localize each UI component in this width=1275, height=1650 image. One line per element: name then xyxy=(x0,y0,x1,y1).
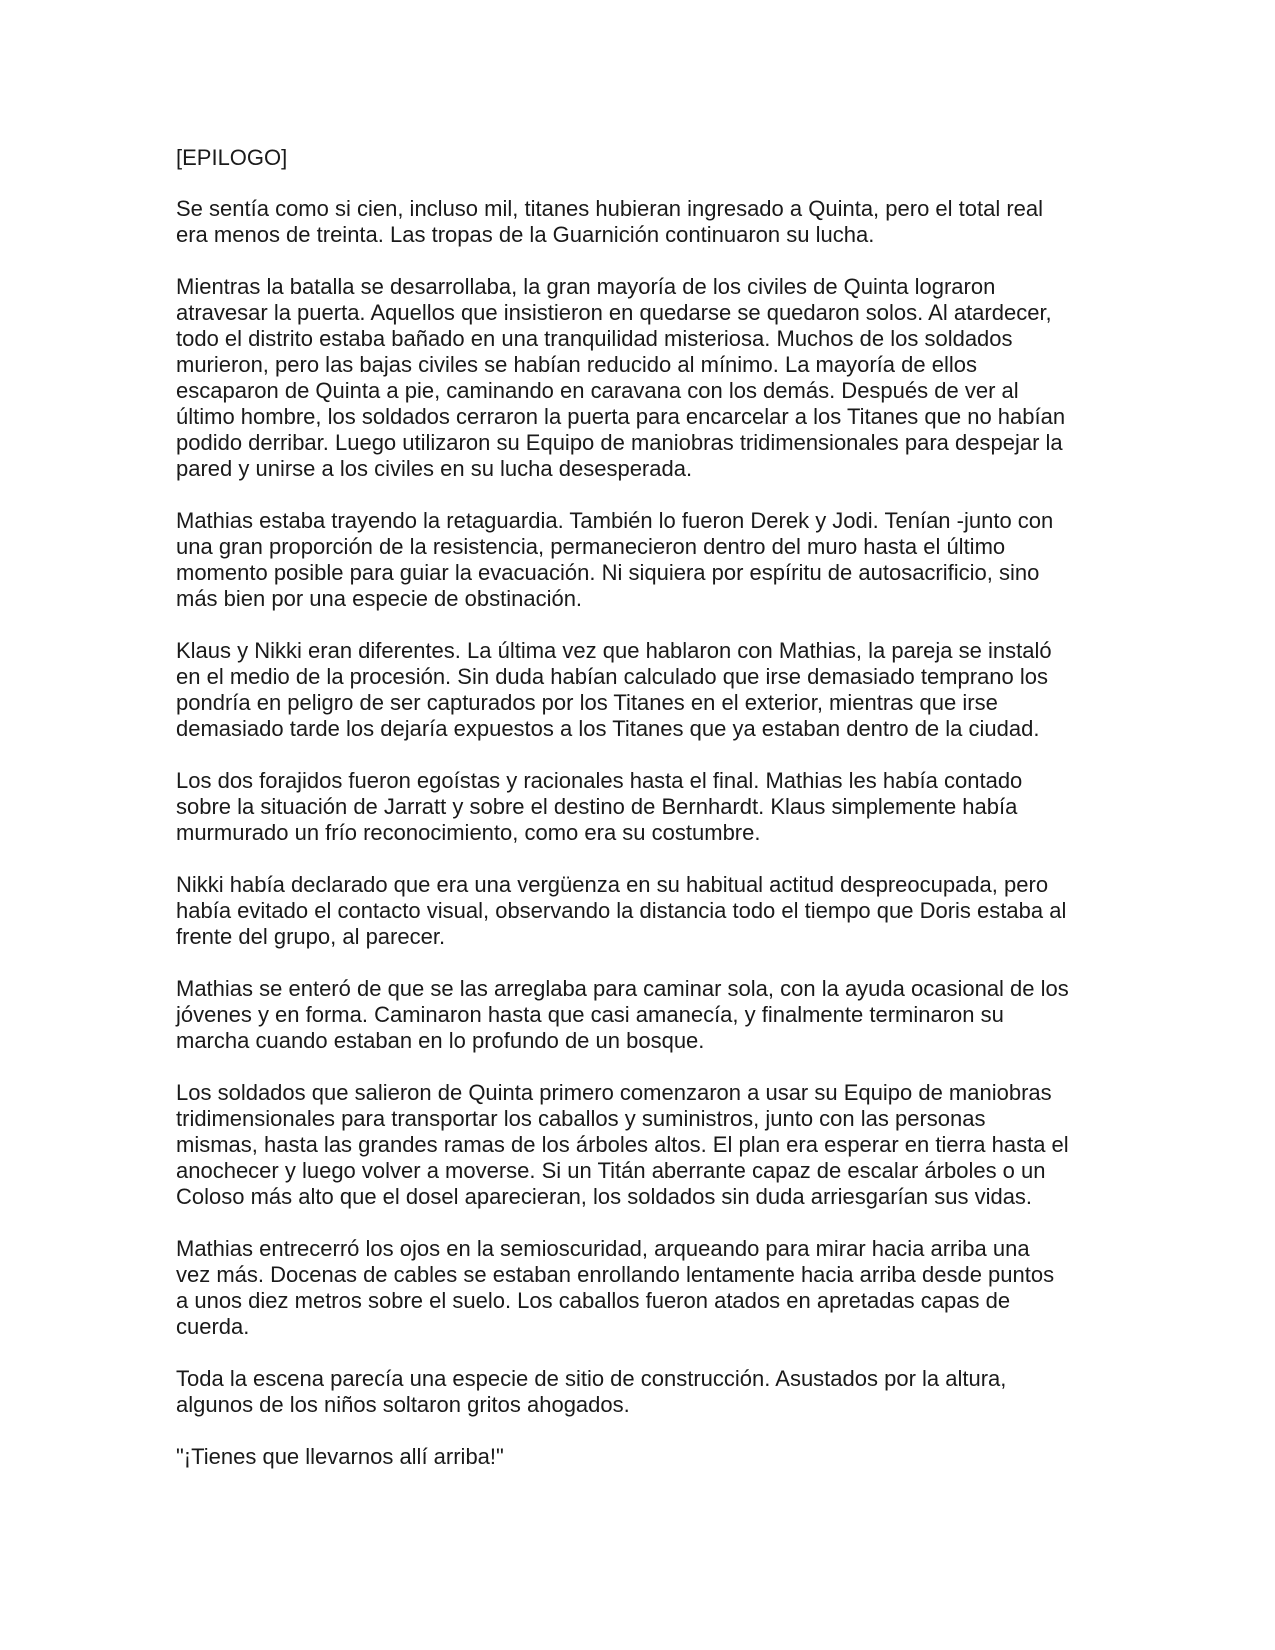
text-line: mismas, hasta las grandes ramas de los árboles altos. El plan era esperar en tierra hasta el xyxy=(176,1132,1069,1157)
text-line: pondría en peligro de ser capturados por los Titanes en el exterior, mientras que irse xyxy=(176,690,998,715)
text-line: una gran proporción de la resistencia, permanecieron dentro del muro hasta el último xyxy=(176,534,1006,559)
text-line: Los dos forajidos fueron egoístas y racionales hasta el final. Mathias les había contado xyxy=(176,768,1023,793)
text-line: tridimensionales para transportar los caballos y suministros, junto con las personas xyxy=(176,1106,986,1131)
text-line: momento posible para guiar la evacuación. Ni siquiera por espíritu de autosacrificio, sino xyxy=(176,560,1040,585)
text-line: era menos de treinta. Las tropas de la Guarnición continuaron su lucha. xyxy=(176,222,875,247)
text-line: Mathias estaba trayendo la retaguardia. También lo fueron Derek y Jodi. Tenían -junto con xyxy=(176,508,1054,533)
text-line: a unos diez metros sobre el suelo. Los caballos fueron atados en apretadas capas de xyxy=(176,1288,1011,1313)
text-line: Nikki había declarado que era una vergüenza en su habitual actitud despreocupada, pero xyxy=(176,872,1049,897)
text-line: Mathias entrecerró los ojos en la semioscuridad, arqueando para mirar hacia arriba una xyxy=(176,1236,1030,1261)
text-line: en el medio de la procesión. Sin duda habían calculado que irse demasiado temprano los xyxy=(176,664,1049,689)
text-line: Coloso más alto que el dosel aparecieran, los soldados sin duda arriesgarían sus vidas. xyxy=(176,1184,1033,1209)
text-line: todo el distrito estaba bañado en una tranquilidad misteriosa. Muchos de los soldados xyxy=(176,326,1013,351)
text-line: jóvenes y en forma. Caminaron hasta que casi amanecía, y finalmente terminaron su xyxy=(176,1002,1004,1027)
paragraph xyxy=(176,768,1106,846)
text-line: cuerda. xyxy=(176,1314,250,1339)
text-line: algunos de los niños soltaron gritos ahogados. xyxy=(176,1392,630,1417)
text-line: podido derribar. Luego utilizaron su Equipo de maniobras tridimensionales para despejar la xyxy=(176,430,1063,455)
text-line: murmurado un frío reconocimiento, como era su costumbre. xyxy=(176,820,761,845)
paragraph xyxy=(176,274,1106,482)
text-line: pared y unirse a los civiles en su lucha desesperada. xyxy=(176,456,693,481)
text-line: murieron, pero las bajas civiles se habían reducido al mínimo. La mayoría de ellos xyxy=(176,352,977,377)
text-line: demasiado tarde los dejaría expuestos a los Titanes que ya estaban dentro de la ciudad. xyxy=(176,716,1040,741)
chapter-heading: [EPILOGO] xyxy=(176,145,288,170)
document-page xyxy=(176,145,1106,1496)
text-line: último hombre, los soldados cerraron la puerta para encarcelar a los Titanes que no habían xyxy=(176,404,1066,429)
text-line: más bien por una especie de obstinación. xyxy=(176,586,583,611)
text-line: marcha cuando estaban en lo profundo de un bosque. xyxy=(176,1028,705,1053)
paragraph xyxy=(176,638,1106,742)
paragraph xyxy=(176,508,1106,612)
paragraph xyxy=(176,976,1106,1054)
document-body xyxy=(176,196,1106,1470)
paragraph xyxy=(176,1080,1106,1210)
paragraph xyxy=(176,196,1106,248)
text-line: anochecer y luego volver a moverse. Si un Titán aberrante capaz de escalar árboles o un xyxy=(176,1158,1046,1183)
paragraph xyxy=(176,1444,1106,1470)
paragraph xyxy=(176,1236,1106,1340)
text-line: atravesar la puerta. Aquellos que insistieron en quedarse se quedaron solos. Al atardecer, xyxy=(176,300,1052,325)
text-line: Los soldados que salieron de Quinta primero comenzaron a usar su Equipo de maniobras xyxy=(176,1080,1052,1105)
text-line: sobre la situación de Jarratt y sobre el destino de Bernhardt. Klaus simplemente había xyxy=(176,794,1018,819)
text-line: Mathias se enteró de que se las arreglaba para caminar sola, con la ayuda ocasional de los xyxy=(176,976,1069,1001)
text-line: vez más. Docenas de cables se estaban enrollando lentamente hacia arriba desde puntos xyxy=(176,1262,1055,1287)
text-line: había evitado el contacto visual, observando la distancia todo el tiempo que Doris estaba al xyxy=(176,898,1067,923)
text-line: Klaus y Nikki eran diferentes. La última vez que hablaron con Mathias, la pareja se instaló xyxy=(176,638,1052,663)
paragraph xyxy=(176,1366,1106,1418)
text-line: Se sentía como si cien, incluso mil, titanes hubieran ingresado a Quinta, pero el total real xyxy=(176,196,1044,221)
text-line: frente del grupo, al parecer. xyxy=(176,924,446,949)
text-line: escaparon de Quinta a pie, caminando en caravana con los demás. Después de ver al xyxy=(176,378,1019,403)
paragraph xyxy=(176,872,1106,950)
text-line: Toda la escena parecía una especie de sitio de construcción. Asustados por la altura, xyxy=(176,1366,1007,1391)
text-line: "¡Tienes que llevarnos allí arriba!" xyxy=(176,1444,504,1469)
text-line: Mientras la batalla se desarrollaba, la gran mayoría de los civiles de Quinta lograron xyxy=(176,274,996,299)
